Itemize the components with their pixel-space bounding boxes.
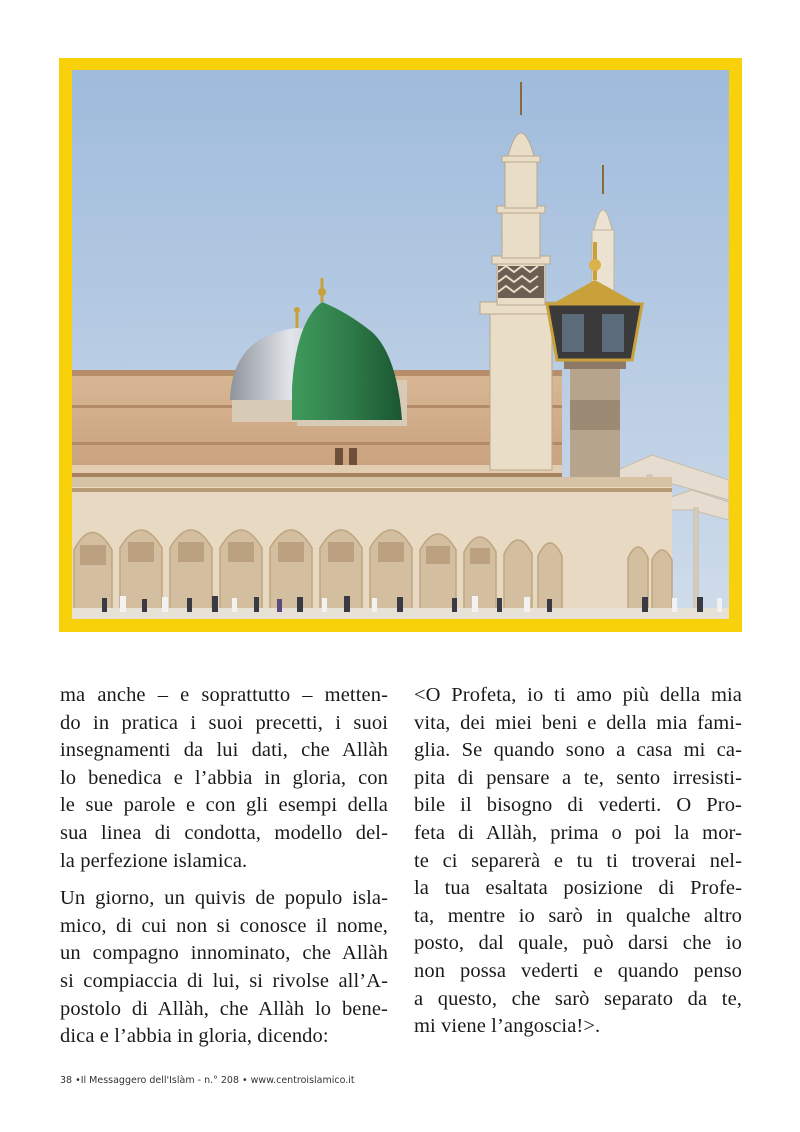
text-line: non possa vederti e quando penso [414,959,742,982]
paragraph [60,885,388,1051]
text-line: ma anche – e soprattutto – metten- [60,684,388,706]
text-line: le sue parole e con gli esempi della [60,794,388,817]
text-line: do in pratica i suoi precetti, i suoi [60,711,388,734]
text-line: si compiaccia di lui, si rivolse all’A- [60,969,388,992]
text-line: insegnamenti da lui dati, che Allàh [60,739,388,762]
page-footer: 38 •Il Messaggero dell'Islàm - n.° 208 • www.centroislamico.it [60,1075,355,1086]
text-line: postolo di Allàh, che Allàh lo bene- [60,997,388,1020]
text-line: la perfezione islamica. [60,849,248,872]
text-line: <O Profeta, io ti amo più della mia [414,684,742,706]
text-line: un compagno innominato, che Allàh [60,942,388,965]
paragraph [60,682,388,875]
text-line: feta di Allàh, prima o poi la mor- [414,821,742,844]
text-line: glia. Se quando sono a casa mi ca- [414,739,742,762]
text-line: dica e l’abbia in gloria, dicendo: [60,1025,329,1048]
text-line: mico, di cui non si conosce il nome, [60,914,388,937]
text-line: Un giorno, un quivis de populo isla- [60,887,388,910]
photo-frame [59,58,742,632]
text-line: te ci separerà e tu ti troverai nel- [414,849,742,872]
right-column [414,682,742,1041]
text-line: mi viene l’angoscia!>. [414,1015,601,1038]
text-line: vita, dei miei beni e della mia fami- [414,711,742,734]
text-line: bile il bisogno di vederti. O Pro- [414,794,742,817]
text-line: lo benedica e l’abbia in gloria, con [60,766,388,789]
paragraph [414,682,742,1041]
text-line: posto, dal quale, può darsi che io [414,932,742,955]
mosque-photo [72,70,729,619]
text-line: ta, mentre io sarò in qualche altro [414,904,742,927]
text-line: la tua esaltata posizione di Profe- [414,877,742,900]
text-line: pita di pensare a te, sento irresisti- [414,766,742,789]
left-column [60,682,388,1051]
text-line: a questo, che sarò separato da te, [414,987,742,1010]
text-line: sua linea di condotta, modello del- [60,821,388,844]
